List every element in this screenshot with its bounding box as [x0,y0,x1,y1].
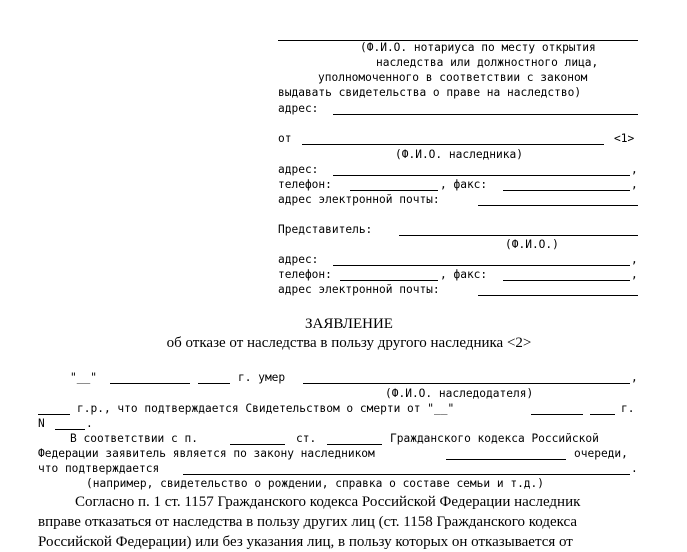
notary-caption-line-3: уполномоченного в соответствии с законом [318,71,588,84]
notary-caption-line-1: (Ф.И.О. нотариуса по месту открытия [360,41,596,54]
gr-text: г.р., что подтверждается Свидетельством о смерти от "__" [77,402,455,415]
document-title: ЗАЯВЛЕНИЕ [305,316,393,332]
notary-address-label: адрес: [278,102,319,115]
decedent-caption: (Ф.И.О. наследодателя) [385,387,534,400]
comma: , [631,268,638,281]
cert-number-field[interactable] [55,429,85,430]
heir-phone-field[interactable] [350,190,438,191]
from-label: от [278,132,292,145]
heir-name-field[interactable] [302,144,604,145]
heir-phone-label: телефон: [278,178,332,191]
comma: , [631,163,638,176]
para1-text-c: Гражданского кодекса Российской [390,432,599,445]
paragraph-line-1: Согласно п. 1 ст. 1157 Гражданского кодекса Российской Федерации наследник [75,494,581,510]
date-year-field[interactable] [198,383,230,384]
notary-caption-line-4: выдавать свидетельства о праве на наследство) [278,86,582,99]
heir-email-label: адрес электронной почты: [278,193,440,206]
notary-caption-line-2: наследства или должностного лица, [376,56,599,69]
rep-phone-field[interactable] [340,280,438,281]
n-label: N [38,417,45,430]
heir-address-field[interactable] [333,175,630,176]
cert-month-field[interactable] [531,414,583,415]
para1-text-b: ст. [296,432,317,445]
paragraph-line-3: Российской Федерации) или без указания лиц, в пользу которых он отказывается от [38,534,573,550]
dot: . [631,462,638,475]
comma: , [631,178,638,191]
year-died-label: г. умер [238,371,286,384]
heir-email-field[interactable] [478,205,638,206]
rep-email-field[interactable] [478,295,638,296]
para1-text-a: В соответствии с п. [70,432,198,445]
notary-address-field[interactable] [333,114,638,115]
rep-fax-label: , факс: [440,268,488,281]
birth-year-field[interactable] [38,414,70,415]
comma: , [631,253,638,266]
cert-year-field[interactable] [590,414,615,415]
comma: , [631,371,638,384]
heir-address-label: адрес: [278,163,319,176]
rep-label: Представитель: [278,223,373,236]
paragraph-line-2: вправе отказаться от наследства в пользу других лиц (ст. 1158 Гражданского кодекса [38,514,578,530]
heir-fax-field[interactable] [503,190,630,191]
rep-name-field[interactable] [399,235,638,236]
confirmation-field[interactable] [183,474,630,475]
heir-fax-label: , факс: [440,178,488,191]
para2-text-b: очереди, [574,447,628,460]
heir-caption: (Ф.И.О. наследника) [395,148,523,161]
decedent-name-field[interactable] [303,383,630,384]
date-quote: "__" [70,371,97,384]
example-caption: (например, свидетельство о рождении, справка о составе семьи и т.д.) [86,477,545,490]
rep-email-label: адрес электронной почты: [278,283,440,296]
g-label: г. [621,402,635,415]
document-subtitle: об отказе от наследства в пользу другого наследника <2> [166,335,532,351]
article-field[interactable] [327,444,382,445]
dot: . [86,417,93,430]
rep-address-field[interactable] [333,265,630,266]
rep-fax-field[interactable] [503,280,630,281]
order-field[interactable] [446,459,566,460]
rep-caption: (Ф.И.О.) [505,238,559,251]
para3-text: что подтверждается [38,462,160,475]
date-month-field[interactable] [110,383,190,384]
rep-address-label: адрес: [278,253,319,266]
rep-phone-label: телефон: [278,268,332,281]
clause-field[interactable] [230,444,285,445]
note-1-ref: <1> [614,132,635,145]
para2-text-a: Федерации заявитель является по закону наследником [38,447,375,460]
